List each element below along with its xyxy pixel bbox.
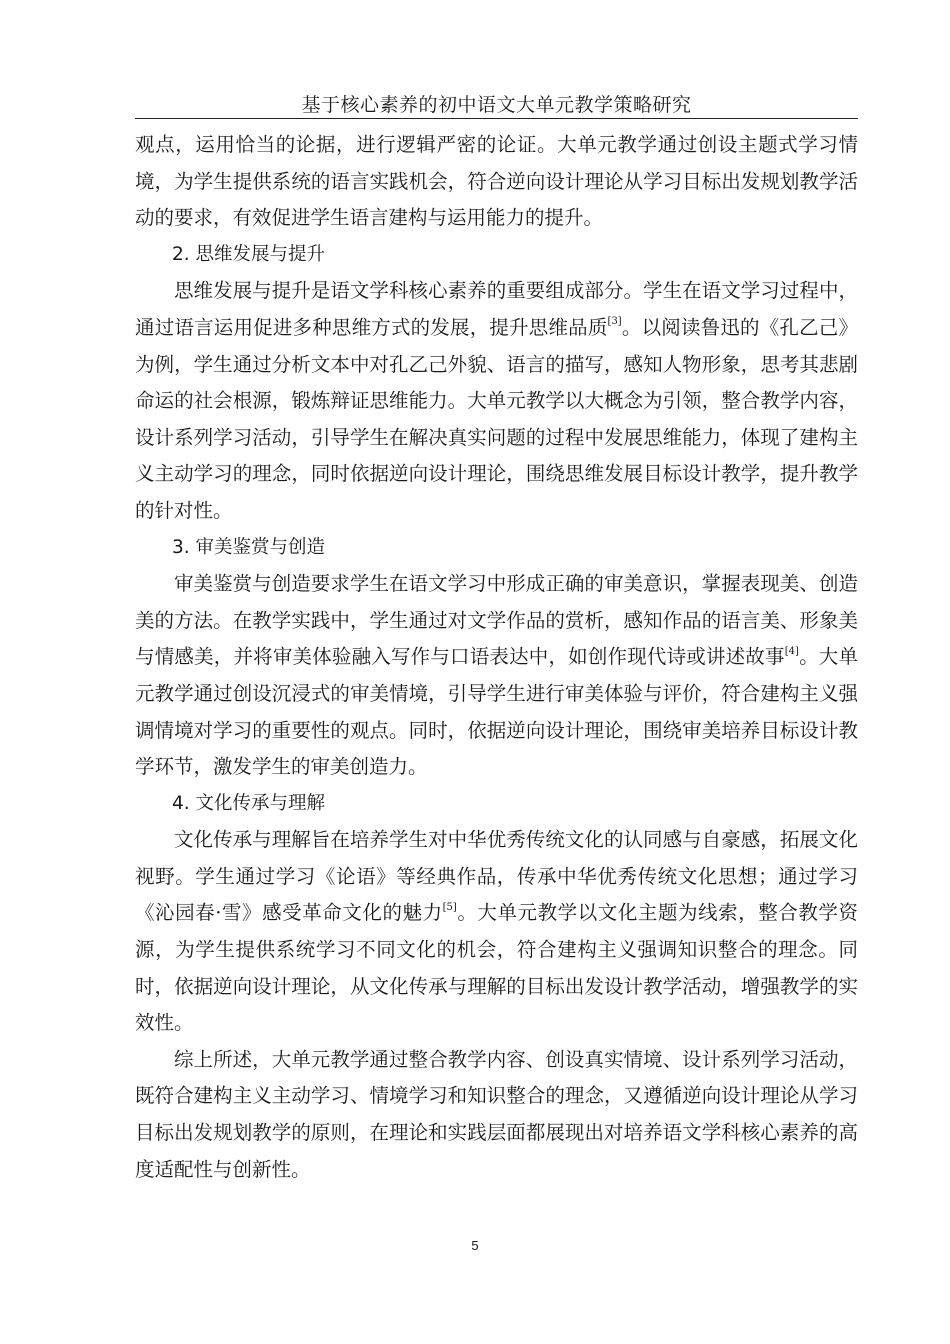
paragraph-continuation: 观点，运用恰当的论据，进行逻辑严密的论证。大单元教学通过创设主题式学习情境，为学生提供系统的语言实践机会，符合逆向设计理论从学习目标出发规划教学活动的要求，有效促进学生语言建构与运用能力的提升。	[135, 133, 858, 230]
paragraph-summary: 综上所述，大单元教学通过整合教学内容、创设真实情境、设计系列学习活动，既符合建构主义主动学习、情境学习和知识整合的理念，又遵循逆向设计理论从学习目标出发规划教学的原则，在理论和实践层面都展现出对培养语文学科核心素养的高度适配性与创新性。	[135, 1047, 858, 1181]
paragraph-thinking	[135, 273, 858, 529]
paragraph-aesthetics	[135, 566, 858, 786]
paragraph-culture-text-a: 文化传承与理解旨在培养学生对中华优秀传统文化的认同感与自豪感，拓展文化视野。学生通过学习《论语》等经典作品，传承中华优秀传统文化思想；通过学习《沁园春·雪》感受革命文化的魅力	[135, 828, 858, 925]
section-heading-aesthetics: 3. 审美鉴赏与创造	[172, 536, 326, 558]
paragraph-thinking-text-b: 。以阅读鲁迅的《孔乙己》为例，学生通过分析文本中对孔乙己外貌、语言的描写，感知人物形象，思考其悲剧命运的社会根源，锻炼辩证思维能力。大单元教学以大概念为引领，整合教学内容，设计系列学习活动，引导学生在解决真实问题的过程中发展思维能力，体现了建构主义主动学习的理念，同时依据逆向设计理论，围绕思维发展目标设计教学，提升教学的针对性。	[135, 315, 858, 522]
citation-5: [5]	[442, 901, 457, 913]
page-number: 5	[471, 1238, 479, 1253]
citation-4: [4]	[784, 645, 799, 657]
page-body	[135, 127, 858, 1188]
paragraph-culture-text-b: 。大单元教学以文化主题为线索，整合教学资源，为学生提供系统学习不同文化的机会，符合建构主义强调知识整合的理念。同时，依据逆向设计理论，从文化传承与理解的目标出发设计教学活动，增强教学的实效性。	[135, 901, 858, 1035]
citation-3: [3]	[607, 316, 622, 328]
paragraph-aesthetics-text-a: 审美鉴赏与创造要求学生在语文学习中形成正确的审美意识，掌握表现美、创造美的方法。在教学实践中，学生通过对文学作品的赏析，感知作品的语言美、形象美与情感美，并将审美体验融入写作与口语表达中，如创作现代诗或讲述故事	[135, 572, 858, 669]
paragraph-thinking-text-a: 思维发展与提升是语文学科核心素养的重要组成部分。学生在语文学习过程中，通过语言运用促进多种思维方式的发展，提升思维品质	[135, 279, 858, 339]
paragraph-aesthetics-text-b: 。大单元教学通过创设沉浸式的审美情境，引导学生进行审美体验与评价，符合建构主义强调情境对学习的重要性的观点。同时，依据逆向设计理论，围绕审美培养目标设计教学环节，激发学生的审美创造力。	[135, 645, 858, 779]
section-heading-culture: 4. 文化传承与理解	[172, 792, 326, 814]
paragraph-culture	[135, 822, 858, 1042]
section-heading-thinking: 2. 思维发展与提升	[172, 243, 326, 265]
header-divider	[135, 118, 858, 119]
page-header-title: 基于核心素养的初中语文大单元教学策略研究	[301, 94, 692, 116]
